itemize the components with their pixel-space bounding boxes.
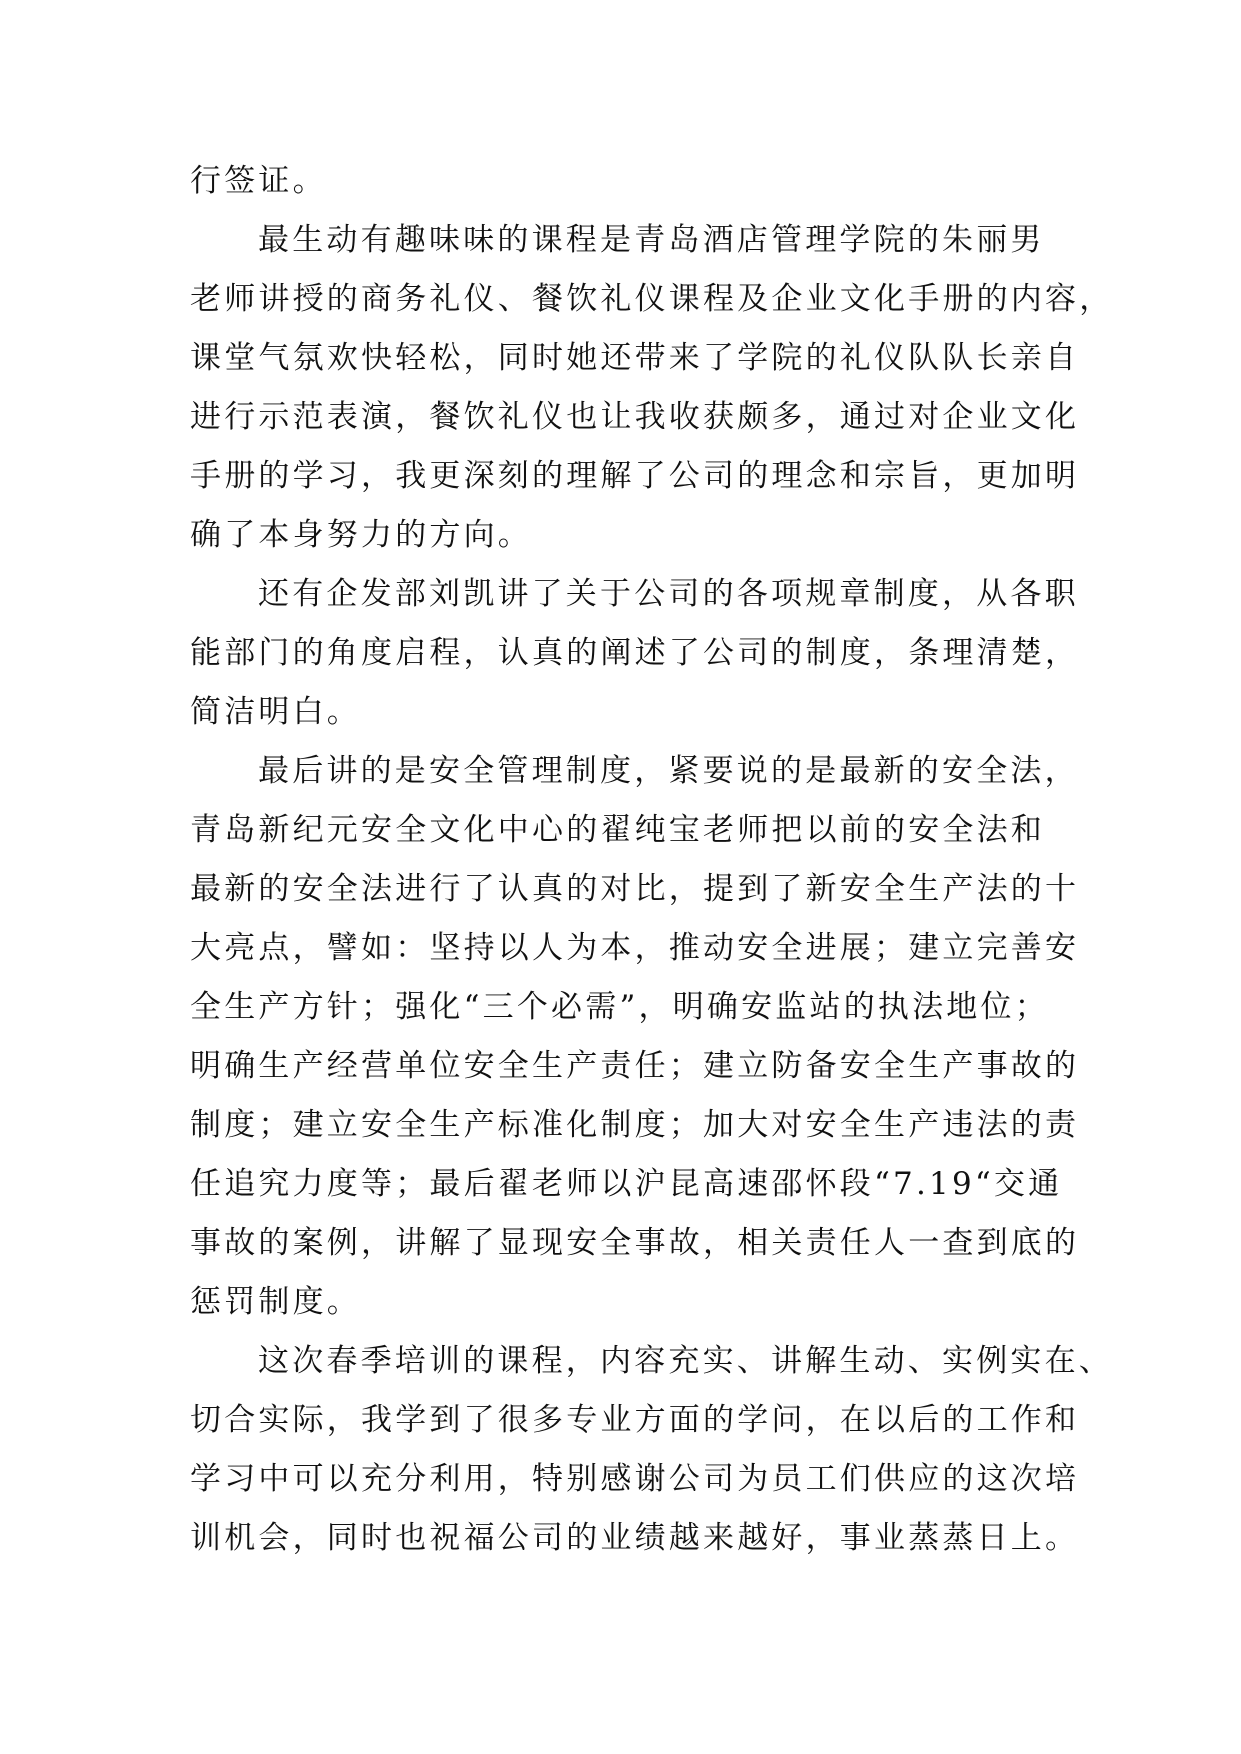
text-line: 确了本身努力的方向。 xyxy=(190,517,532,553)
text-line: 大亮点，譬如：坚持以人为本，推动安全进展；建立完善安 xyxy=(190,930,1080,966)
text-line: 老师讲授的商务礼仪、餐饮礼仪课程及企业文化手册的内容， xyxy=(190,281,1114,317)
text-line: 课堂气氛欢快轻松，同时她还带来了学院的礼仪队队长亲自 xyxy=(190,340,1080,376)
text-line: 最后讲的是安全管理制度，紧要说的是最新的安全法， xyxy=(258,753,1079,789)
text-line: 简洁明白。 xyxy=(190,694,361,730)
text-line: 事故的案例，讲解了显现安全事故，相关责任人一查到底的 xyxy=(190,1225,1080,1261)
text-line: 这次春季培训的课程，内容充实、讲解生动、实例实在、 xyxy=(258,1343,1113,1379)
text-line: 明确生产经营单位安全生产责任；建立防备安全生产事故的 xyxy=(190,1048,1080,1084)
text-line: 能部门的角度启程，认真的阐述了公司的制度，条理清楚， xyxy=(190,635,1080,671)
text-line: 训机会，同时也祝福公司的业绩越来越好，事业蒸蒸日上。 xyxy=(190,1520,1080,1556)
text-line: 切合实际，我学到了很多专业方面的学问，在以后的工作和 xyxy=(190,1402,1080,1438)
text-line: 行签证。 xyxy=(190,163,327,199)
document-body xyxy=(190,152,1114,1568)
text-line: 还有企发部刘凯讲了关于公司的各项规章制度，从各职 xyxy=(258,576,1079,612)
text-line: 学习中可以充分利用，特别感谢公司为员工们供应的这次培 xyxy=(190,1461,1080,1497)
text-line: 制度；建立安全生产标准化制度；加大对安全生产违法的责 xyxy=(190,1107,1080,1143)
text-line: 全生产方针；强化“三个必需”，明确安监站的执法地位； xyxy=(190,989,1049,1025)
text-line: 青岛新纪元安全文化中心的翟纯宝老师把以前的安全法和 xyxy=(190,812,1045,848)
text-line: 进行示范表演，餐饮礼仪也让我收获颇多，通过对企业文化 xyxy=(190,399,1080,435)
text-line: 任追究力度等；最后翟老师以沪昆高速邵怀段“7.19“交通 xyxy=(190,1166,1063,1202)
text-line: 最新的安全法进行了认真的对比，提到了新安全生产法的十 xyxy=(190,871,1080,907)
text-line: 手册的学习，我更深刻的理解了公司的理念和宗旨，更加明 xyxy=(190,458,1080,494)
text-line: 惩罚制度。 xyxy=(190,1284,361,1320)
text-line: 最生动有趣味味的课程是青岛酒店管理学院的朱丽男 xyxy=(258,222,1045,258)
